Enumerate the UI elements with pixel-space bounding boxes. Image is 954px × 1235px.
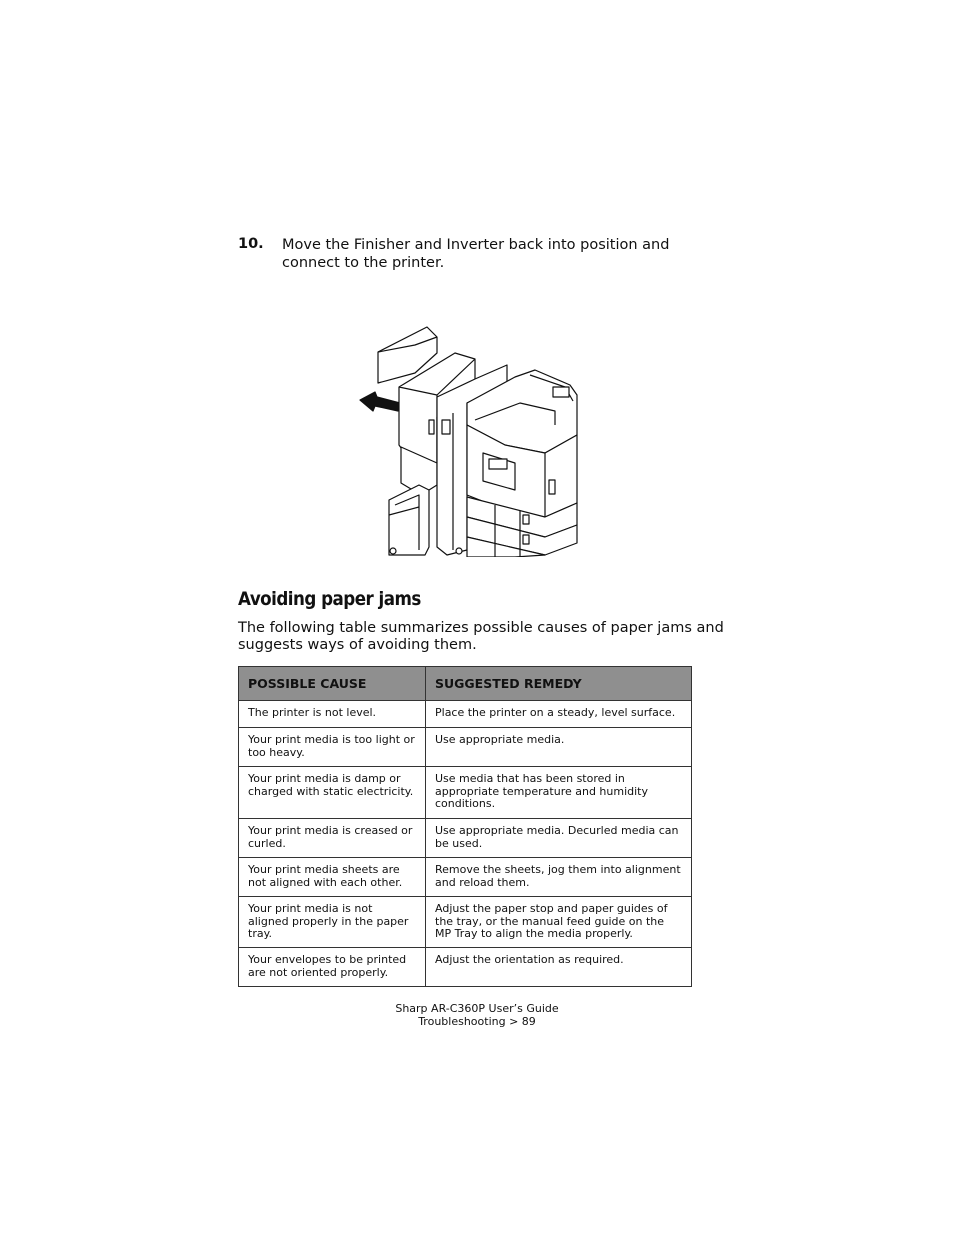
printer-finisher-illustration: [355, 325, 579, 557]
table-row: [239, 701, 692, 728]
paper-jam-table: [238, 666, 692, 987]
table-row: [239, 948, 692, 987]
table-header-row: [239, 667, 692, 701]
cause-cell: Your print media is too light or too heavy.: [239, 728, 426, 767]
step-instruction: Move the Finisher and Inverter back into position and connect to the printer.: [282, 237, 670, 271]
table-row: [239, 767, 692, 819]
table-row: [239, 897, 692, 948]
remedy-cell: Place the printer on a steady, level surface.: [426, 701, 692, 728]
section-intro: The following table summarizes possible causes of paper jams and suggests ways of avoiding them.: [238, 620, 724, 653]
footer-page-ref: Troubleshooting > 89: [418, 1015, 536, 1028]
cause-cell: The printer is not level.: [239, 701, 426, 728]
cause-cell: Your print media is not aligned properly in the paper tray.: [239, 897, 426, 948]
remedy-cell: Use media that has been stored in appropriate temperature and humidity conditions.: [426, 767, 692, 819]
page-footer: [0, 1002, 954, 1028]
cause-cell: Your print media is creased or curled.: [239, 819, 426, 858]
table-row: [239, 819, 692, 858]
step-10: [238, 236, 718, 272]
remedy-cell: Use appropriate media. Decurled media can be used.: [426, 819, 692, 858]
section-heading: Avoiding paper jams: [238, 588, 421, 610]
cause-cell: Your envelopes to be printed are not oriented properly.: [239, 948, 426, 987]
cause-cell: Your print media sheets are not aligned with each other.: [239, 858, 426, 897]
footer-guide-title: Sharp AR-C360P User’s Guide: [395, 1002, 559, 1015]
header-suggested-remedy: SUGGESTED REMEDY: [426, 667, 692, 701]
table-row: [239, 728, 692, 767]
remedy-cell: Use appropriate media.: [426, 728, 692, 767]
cause-cell: Your print media is damp or charged with static electricity.: [239, 767, 426, 819]
remedy-cell: Adjust the orientation as required.: [426, 948, 692, 987]
header-possible-cause: POSSIBLE CAUSE: [239, 667, 426, 701]
remedy-cell: Remove the sheets, jog them into alignment and reload them.: [426, 858, 692, 897]
table-row: [239, 858, 692, 897]
step-number: 10.: [238, 236, 264, 252]
remedy-cell: Adjust the paper stop and paper guides of the tray, or the manual feed guide on the MP Tray to align the media properly.: [426, 897, 692, 948]
